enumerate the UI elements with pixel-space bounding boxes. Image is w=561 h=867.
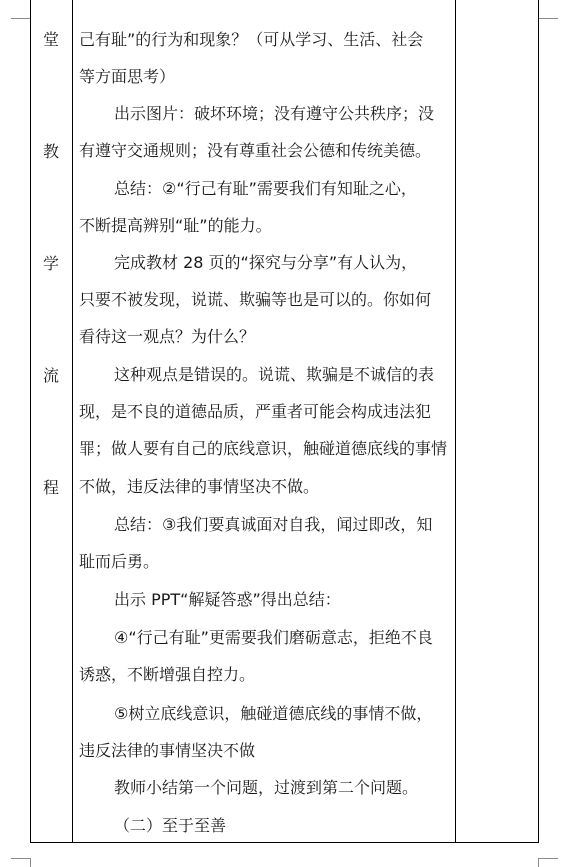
content-line: 有遵守交通规则；没有尊重社会公德和传统美德。 [79,141,432,160]
content-line: 看待这一观点？为什么？ [79,327,256,346]
content-line: 己有耻”的行为和现象？（可从学习、生活、社会 [79,30,424,49]
table-border-right [538,0,539,843]
content-line: 教师小结第一个问题，过渡到第二个问题。 [114,778,419,797]
crop-mark-bottom-right-v [538,858,539,867]
crop-mark-top-right [538,18,558,19]
content-line: 出示 PPT“解疑答惑”得出总结： [114,590,341,609]
content-line: 不断提高辨别“耻”的能力。 [79,216,272,235]
side-label-char: 教 [42,142,59,161]
content-line: （二）至于至善 [114,816,227,835]
content-line: ④“行己有耻”更需要我们磨砺意志，拒绝不良 [114,628,433,647]
crop-mark-bottom-left [11,858,30,859]
content-line: 罪；做人要有自己的底线意识，触碰道德底线的事情 [79,439,448,458]
side-label-char: 流 [42,366,59,385]
content-line: 违反法律的事情坚决不做 [79,741,256,760]
content-line: 总结：②“行己有耻”需要我们有知耻之心， [114,179,417,198]
table-border-left [30,0,31,843]
content-line: 等方面思考） [79,67,176,86]
table-divider-notes [455,0,456,843]
content-line: 出示图片：破坏环境；没有遵守公共秩序；没 [114,104,435,123]
crop-mark-top-left [11,18,30,19]
content-line: 不做，违反法律的事情坚决不做。 [79,477,320,496]
content-line: 总结：③我们要真诚面对自我，闻过即改，知 [114,515,433,534]
side-label-char: 堂 [42,30,59,49]
side-label-char: 程 [42,478,59,497]
content-line: 这种观点是错误的。说谎、欺骗是不诚信的表 [114,365,435,384]
crop-mark-bottom-right [538,858,558,859]
table-divider-label [72,0,73,843]
content-line: 完成教材 28 页的“探究与分享”有人认为， [114,253,418,272]
content-line: 只要不被发现，说谎、欺骗等也是可以的。你如何 [79,290,432,309]
table-border-bottom [30,842,538,843]
crop-mark-bottom-left-v [30,858,31,867]
content-line: ⑤树立底线意识，触碰道德底线的事情不做， [114,704,433,723]
content-line: 诱惑，不断增强自控力。 [79,665,256,684]
content-line: 耻而后勇。 [79,552,160,571]
content-line: 现，是不良的道德品质，严重者可能会构成违法犯 [79,402,432,421]
side-label-char: 学 [42,254,59,273]
